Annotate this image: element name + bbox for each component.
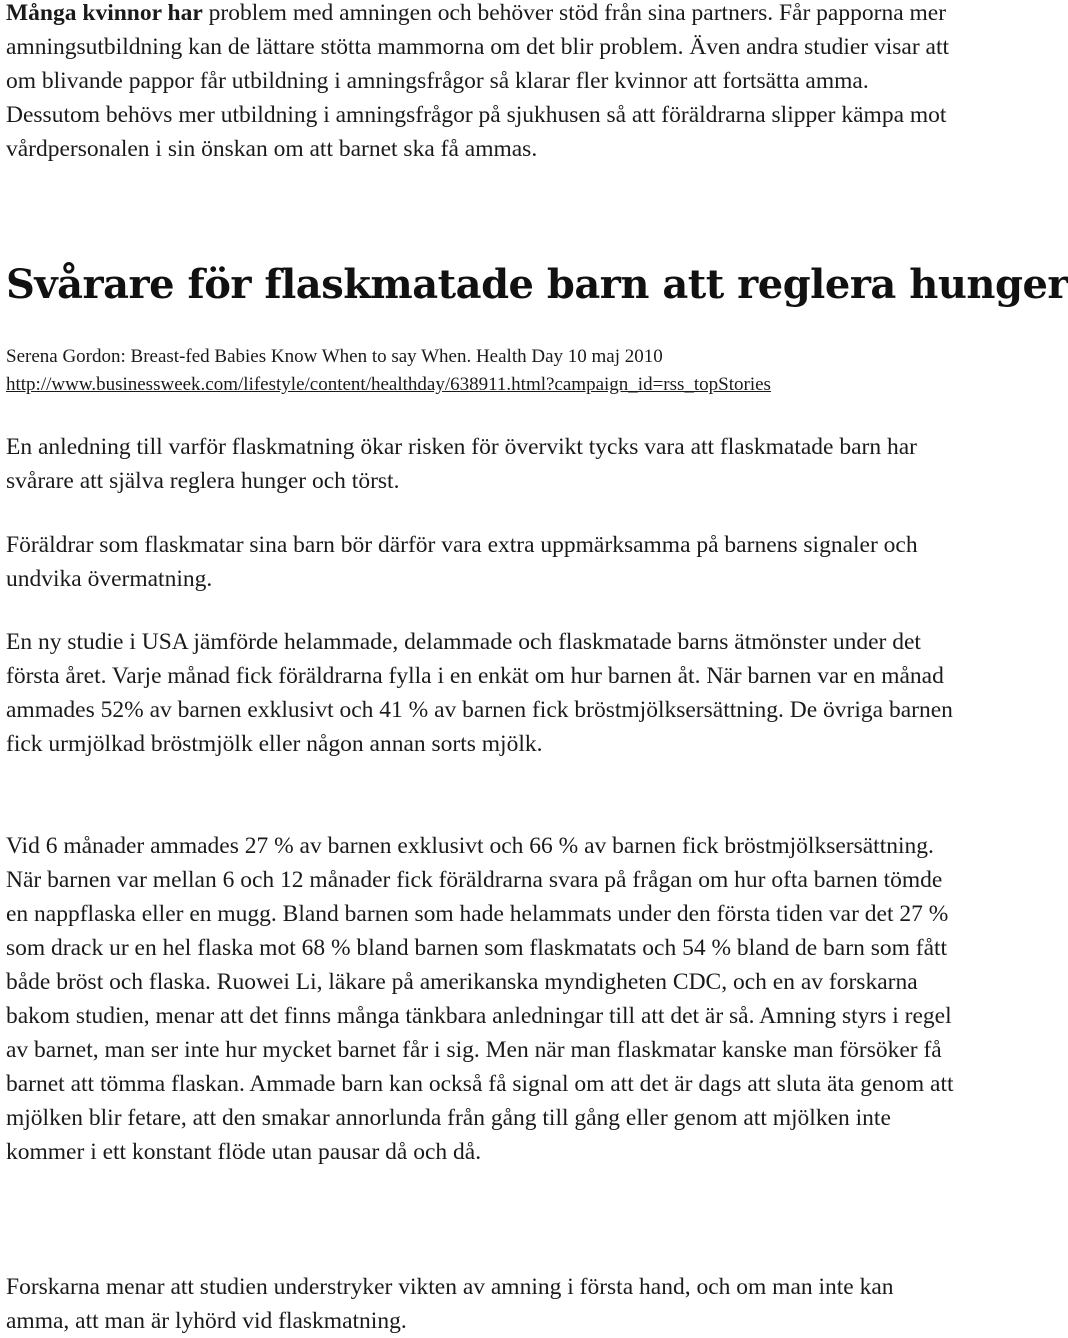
source-reference (6, 343, 956, 399)
body-paragraph-4: Vid 6 månader ammades 27 % av barnen exklusivt och 66 % av barnen fick bröstmjölksersättning. När barnen var mellan 6 och 12 månader fick föräldrarna svara på frågan om hur ofta barnen tömde en nappflaska eller en mugg. Bland barnen som hade helammats under den första tiden var det 27 % som drack ur en hel flaska mot 68 % bland barnen som flaskmatats och 54 % bland de barn som fått både bröst och flaska. Ruowei Li, läkare på amerikanska myndigheten CDC, och en av forskarna bakom studien, menar att det finns många tänkbara anledningar till att det är så. Amning styrs i regel av barnet, man ser inte hur mycket barnet får i sig. Men när man flaskmatar kanske man försöker få barnet att tömma flaskan. Ammade barn kan också få signal om att det är dags att sluta äta genom att mjölken blir fetare, att den smakar annorlunda från gång till gång eller genom att mjölken inte kommer i ett konstant flöde utan pausar då och då. (6, 833, 954, 1165)
body-paragraph-2: Föräldrar som flaskmatar sina barn bör därför vara extra uppmärksamma på barnens signaler och undvika övermatning. (6, 532, 918, 592)
source-citation: Serena Gordon: Breast-fed Babies Know When to say When. Health Day 10 maj 2010 (6, 346, 663, 367)
source-link[interactable]: http://www.businessweek.com/lifestyle/content/healthday/638911.html?campaign_id=rss_topStories (6, 374, 771, 395)
body-paragraph-3: En ny studie i USA jämförde helammade, delammade och flaskmatade barns ätmönster under det första året. Varje månad fick föräldrarna fylla i en enkät om hur barnen åt. När barnen var en månad ammades 52% av barnen exklusivt och 41 % av barnen fick bröstmjölksersättning. De övriga barnen fick urmjölkad bröstmjölk eller någon annan sorts mjölk. (6, 629, 953, 757)
body-paragraph-5: Forskarna menar att studien understryker vikten av amning i första hand, och om man inte kan amma, att man är lyhörd vid flaskmatning. (6, 1274, 894, 1334)
intro-lead-bold: Många kvinnor har (6, 0, 203, 26)
intro-paragraph (6, 0, 956, 166)
section-heading: Svårare för flaskmatade barn att reglera hunger (6, 261, 1068, 308)
body-paragraph-1: En anledning till varför flaskmatning ökar risken för övervikt tycks vara att flaskmatade barn har svårare att själva reglera hunger och törst. (6, 434, 917, 494)
intro-text: problem med amningen och behöver stöd från sina partners. Får papporna mer amningsutbildning kan de lättare stötta mammorna om det blir problem. Även andra studier visar att om blivande pappor får utbildning i amningsfrågor så klarar fler kvinnor att fortsätta amma. Dessutom behövs mer utbildning i amningsfrågor på sjukhusen så att föräldrarna slipper kämpa mot vårdpersonalen i sin önskan om att barnet ska få ammas. (6, 0, 950, 162)
